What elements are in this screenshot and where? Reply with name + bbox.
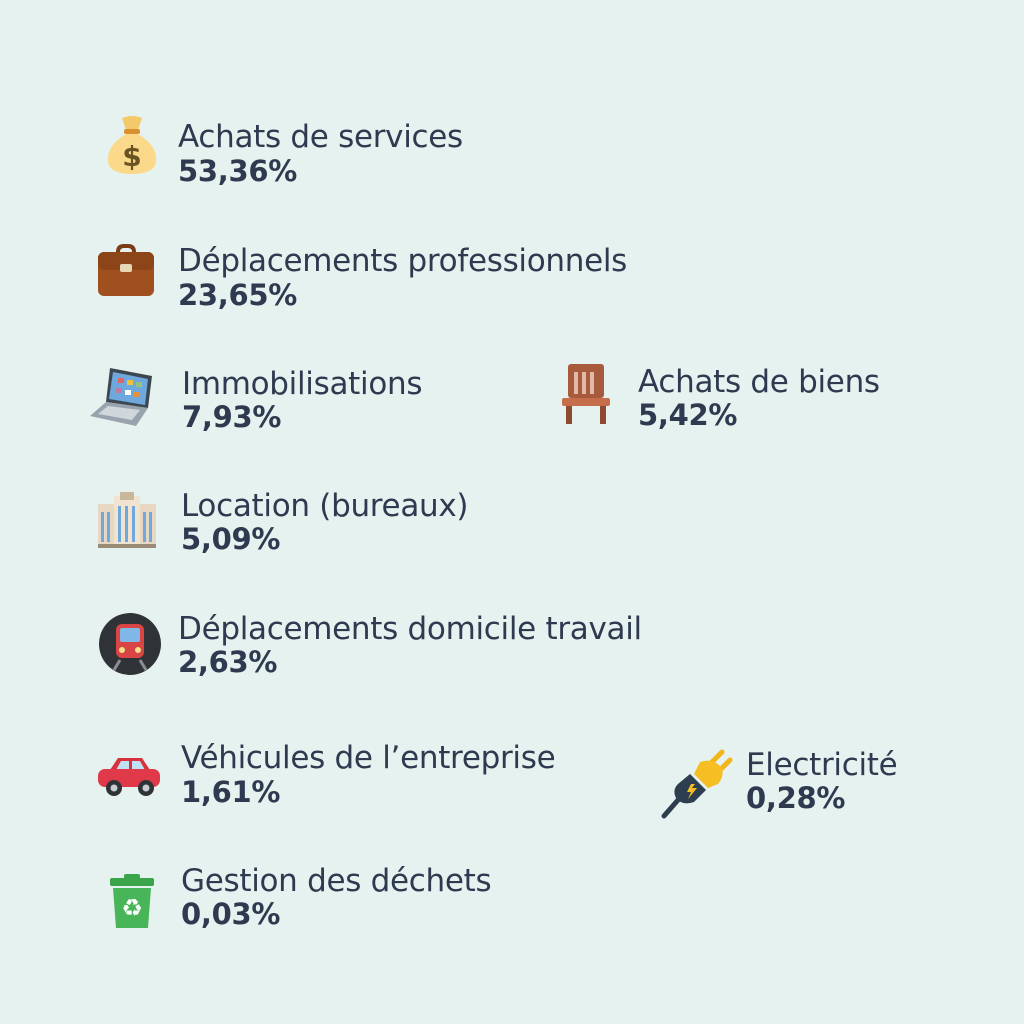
category-percentage: 53,36% xyxy=(178,154,297,188)
car-icon xyxy=(96,754,162,798)
chair-icon xyxy=(560,362,612,426)
money-bag-icon xyxy=(104,114,160,176)
category-label: Déplacements professionnels xyxy=(178,243,628,279)
category-percentage: 1,61% xyxy=(181,775,281,809)
category-label: Déplacements domicile travail xyxy=(178,611,642,647)
category-percentage: 5,09% xyxy=(181,522,281,556)
category-percentage: 2,63% xyxy=(178,645,278,679)
svg-text:$: $ xyxy=(122,140,142,173)
category-percentage: 0,03% xyxy=(181,897,281,931)
category-label: Achats de biens xyxy=(638,364,880,400)
category-label: Achats de services xyxy=(178,119,463,155)
category-label: Electricité xyxy=(746,747,898,783)
category-percentage: 23,65% xyxy=(178,278,297,312)
office-building-icon xyxy=(96,490,158,550)
category-percentage: 0,28% xyxy=(746,781,846,815)
recycling-bin-icon xyxy=(108,872,156,930)
category-percentage: 5,42% xyxy=(638,398,738,432)
category-label: Location (bureaux) xyxy=(181,488,469,524)
category-percentage: 7,93% xyxy=(182,400,282,434)
electric-plug-icon xyxy=(660,744,736,820)
laptop-icon xyxy=(88,364,156,430)
category-label: Immobilisations xyxy=(182,366,423,402)
svg-text:♻: ♻ xyxy=(121,894,143,922)
category-label: Véhicules de l’entreprise xyxy=(181,740,556,776)
briefcase-icon xyxy=(96,240,156,300)
metro-train-icon xyxy=(98,612,162,676)
category-label: Gestion des déchets xyxy=(181,863,492,899)
